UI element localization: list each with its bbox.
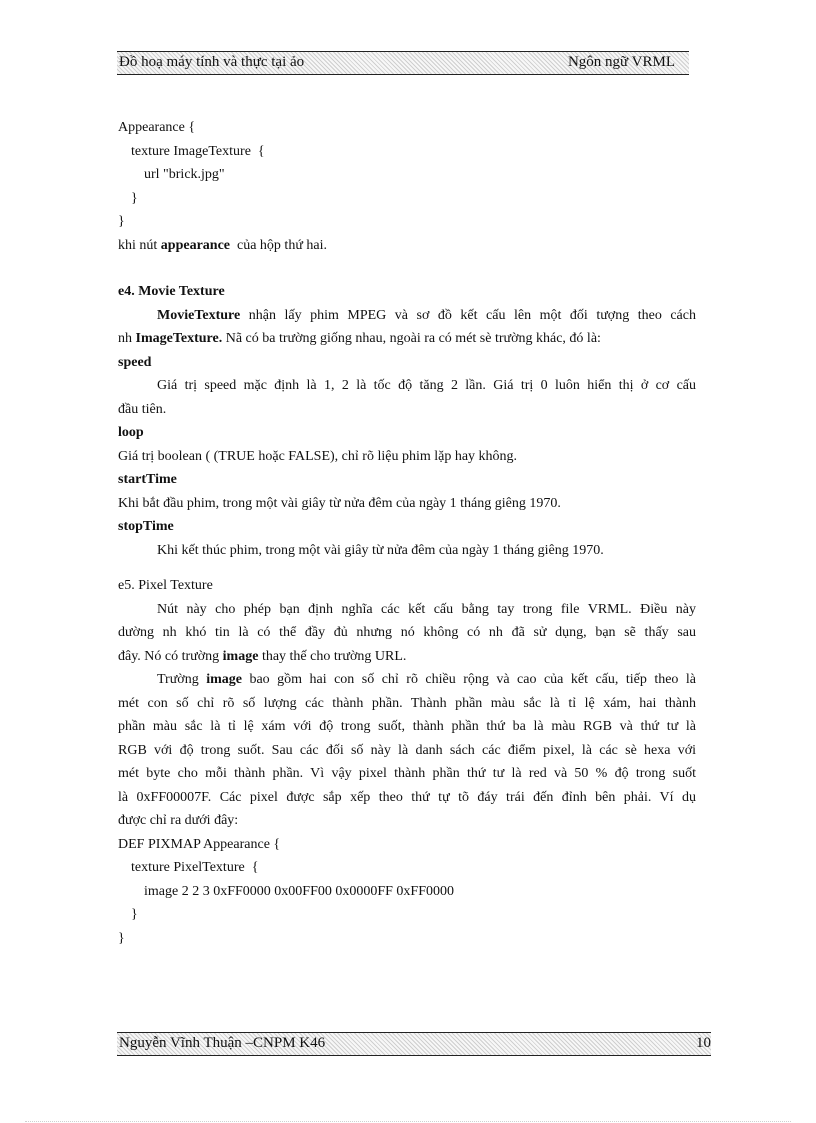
text: thay thế cho trường URL.: [258, 648, 407, 664]
header-section: Ngôn ngữ VRML: [567, 54, 675, 70]
field-label-starttime: startTime: [118, 472, 177, 487]
code-line: }: [131, 907, 138, 922]
text: khi nút: [118, 237, 161, 253]
keyword: image: [222, 648, 259, 664]
code-line: Appearance {: [118, 120, 196, 135]
paragraph-line: mét con số chỉ rõ số lượng các thành phần. Thành phần màu sắc là tỉ lệ xám, hai thành: [118, 695, 696, 711]
field-label-speed: speed: [118, 354, 152, 370]
paragraph-line: [118, 645, 696, 669]
text: đây. Nó có trường: [118, 648, 223, 664]
code-line: texture PixelTexture {: [131, 860, 259, 875]
document-body: [118, 116, 696, 950]
paragraph-line: là 0xFF00007F. Các pixel được sắp xếp theo thứ tự tõ đáy trái đến đỉnh bên phải. Ví dụ: [118, 789, 696, 805]
text: nh: [118, 331, 136, 346]
paragraph-line: Giá trị boolean ( (TRUE hoặc FALSE), chỉ rõ liệu phim lặp hay không.: [118, 448, 518, 464]
field-label-loop: loop: [118, 425, 144, 440]
paragraph-line: dường nh khó tin là có thể đầy đủ nhưng nó không có nh đã sử dụng, bạn sẽ thấy sau: [118, 625, 696, 640]
keyword: appearance: [160, 237, 230, 253]
paragraph-line: [118, 304, 696, 328]
code-line: texture ImageTexture {: [131, 143, 265, 159]
code-line: url "brick.jpg": [144, 167, 225, 182]
page-header: [117, 51, 689, 75]
footer-author: Nguyễn Vĩnh Thuận –CNPM K46: [119, 1035, 326, 1051]
paragraph-line: Nút này cho phép bạn định nghĩa các kết cấu bằng tay trong file VRML. Điều này: [157, 601, 696, 617]
paragraph-line: Khi bắt đầu phim, trong một vài giây từ nửa đêm của ngày 1 tháng giêng 1970.: [118, 495, 561, 511]
page-edge-divider: [25, 1121, 791, 1122]
code-line: }: [131, 190, 138, 206]
paragraph-line: Giá trị speed mặc định là 1, 2 là tốc độ tăng 2 lần. Giá trị 0 luôn hiển thị ở cơ cấu: [157, 378, 696, 393]
paragraph-line: [118, 668, 696, 692]
paragraph-line: đầu tiên.: [118, 401, 167, 417]
text: Trường: [157, 672, 207, 687]
paragraph-line: mét byte cho mỗi thành phần. Vì vậy pixel thành phần thứ tư là red và 50 % độ trong suốt: [118, 766, 696, 781]
text: Nã có ba trường giống nhau, ngoài ra có mét sè trường khác, đó là:: [222, 331, 601, 346]
keyword: ImageTexture.: [135, 331, 223, 346]
code-block-appearance: [118, 116, 696, 234]
text: của hộp thứ hai.: [230, 237, 328, 253]
paragraph-line: [118, 327, 696, 351]
paragraph-line: phần màu sắc là tỉ lệ xám với độ trong suốt, thành phần thứ ba là màu RGB và thứ tư là: [118, 719, 696, 734]
code-line: DEF PIXMAP Appearance {: [118, 836, 281, 852]
paragraph-appearance-note: [118, 234, 696, 258]
paragraph-line: được chỉ ra dưới đây:: [118, 813, 239, 828]
header-title: Đồ hoạ máy tính và thực tại ảo: [119, 54, 305, 70]
text: bao gồm hai con số chỉ rõ chiều rộng và cao của kết cấu, tiếp theo là: [241, 672, 697, 687]
keyword: MovieTexture: [157, 307, 241, 323]
paragraph-line: RGB với độ trong suốt. Sau các đối số này là danh sách các điểm pixel, là các sè hexa với: [118, 742, 696, 758]
page-footer: [117, 1032, 711, 1056]
text: nhận lấy phim MPEG và sơ đồ kết cấu lên một đối tượng theo cách: [240, 307, 696, 323]
code-line: }: [118, 214, 125, 229]
section-heading-e4: e4. Movie Texture: [118, 284, 225, 299]
code-line: }: [118, 930, 125, 946]
code-line: image 2 2 3 0xFF0000 0x00FF00 0x0000FF 0xFF0000: [144, 883, 454, 899]
keyword: image: [206, 672, 242, 687]
field-label-stoptime: stopTime: [118, 519, 174, 534]
paragraph-line: Khi kết thúc phim, trong một vài giây từ nửa đêm của ngày 1 tháng giêng 1970.: [157, 542, 604, 558]
page-number: 10: [696, 1035, 711, 1051]
section-heading-e5: e5. Pixel Texture: [118, 578, 213, 593]
code-block-pixmap: [118, 833, 696, 951]
